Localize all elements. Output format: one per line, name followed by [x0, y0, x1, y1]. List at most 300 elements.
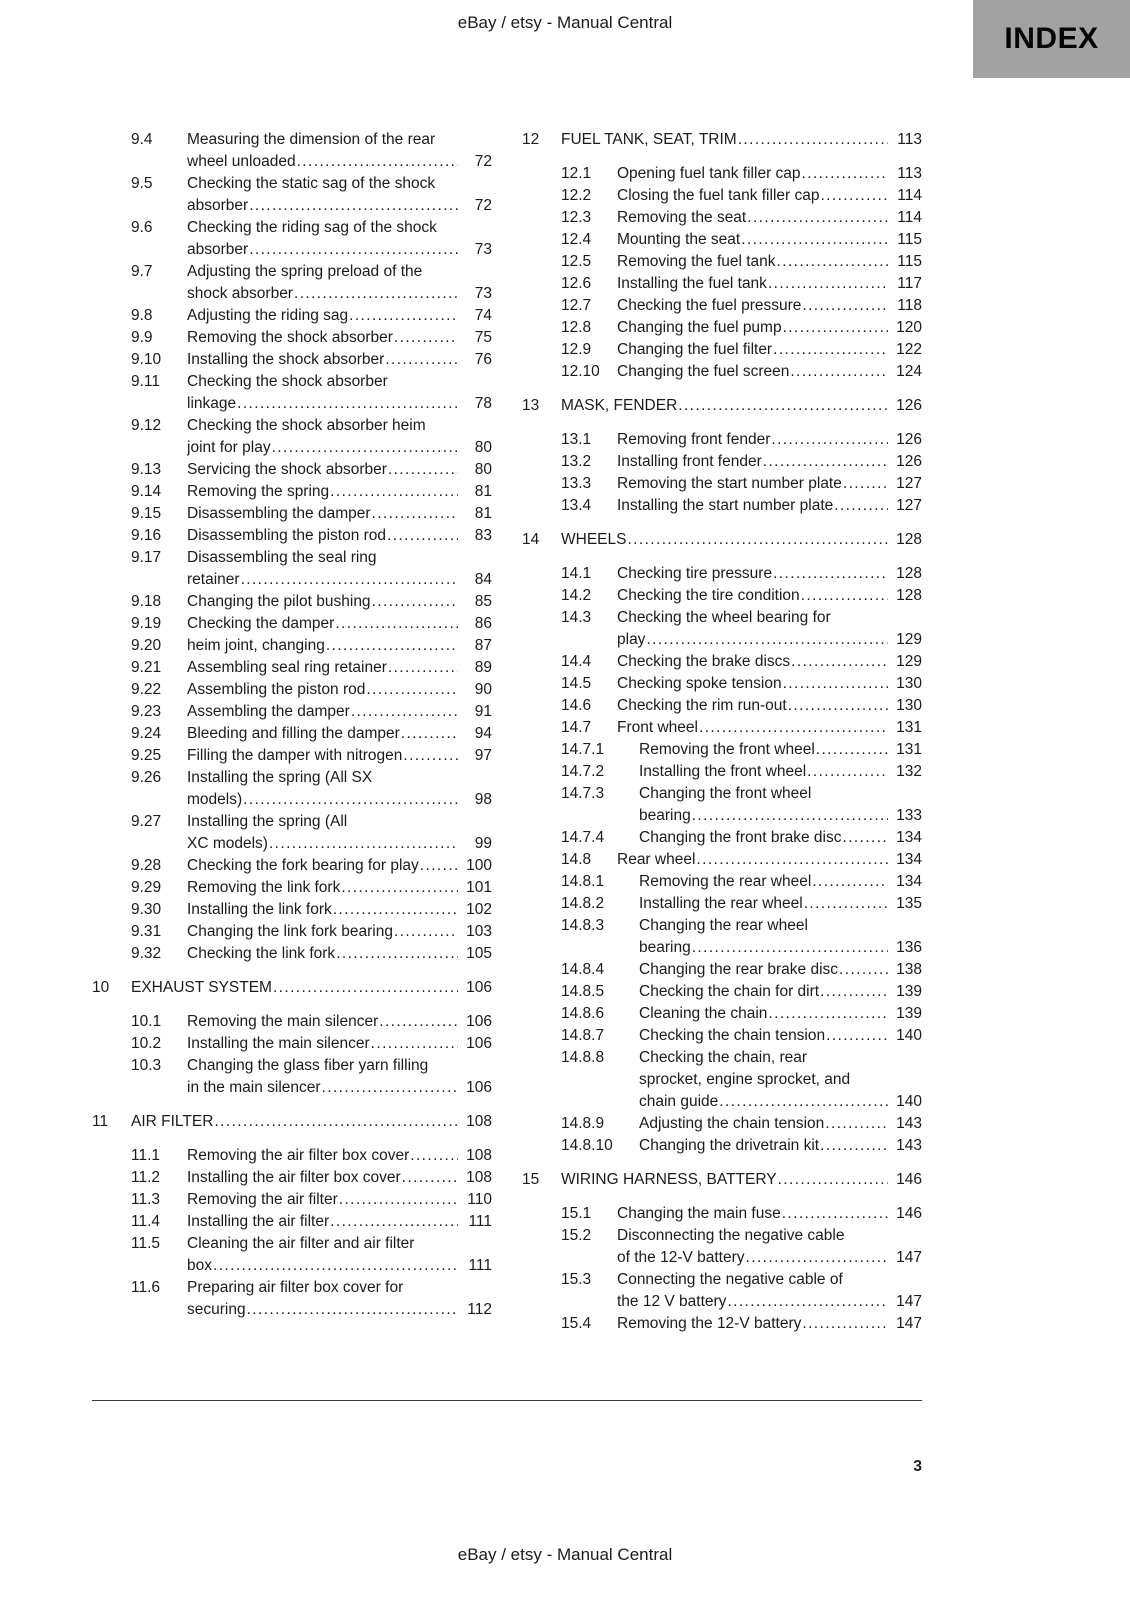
dot-leader: [691, 937, 888, 959]
toc-entry: [522, 273, 922, 295]
toc-title-text: Installing the spring (All: [187, 813, 348, 830]
dot-leader: [677, 395, 888, 417]
toc-title-text: bearing: [639, 807, 691, 824]
toc-title-text: Removing the shock absorber: [187, 329, 393, 346]
toc-title-line: [639, 739, 888, 761]
toc-title-text: Rear wheel: [617, 851, 696, 868]
toc-entry-title: [187, 701, 458, 723]
toc-entry-title: [639, 827, 888, 849]
toc-entry-title: [187, 415, 458, 459]
toc-entry-page: 84: [474, 571, 492, 588]
toc-entry-title: [187, 811, 458, 855]
toc-title-line: [617, 629, 888, 651]
toc-title-line: [187, 283, 458, 305]
toc-entry-number: 11.1: [131, 1147, 161, 1164]
toc-entry-title: [639, 783, 888, 827]
dot-leader: [841, 827, 888, 849]
toc-entry-number: 9.30: [131, 901, 162, 918]
toc-entry-title: [617, 1225, 888, 1269]
toc-entry: [92, 1011, 492, 1033]
toc-title-text: Bleeding and filling the damper: [187, 725, 400, 742]
dot-leader: [365, 679, 458, 701]
toc-entry: [522, 1269, 922, 1313]
toc-entry: [522, 563, 922, 585]
dot-leader: [781, 1203, 888, 1225]
toc-entry-page: 78: [474, 395, 492, 412]
toc-title-line: [187, 217, 458, 239]
toc-title-text: Installing the front wheel: [639, 763, 807, 780]
toc-entry: [92, 811, 492, 855]
toc-entry-page: 103: [466, 923, 492, 940]
toc-entry-number: 14.7.3: [561, 785, 605, 802]
toc-title-text: Checking spoke tension: [617, 675, 782, 692]
toc-entry-page: 117: [897, 275, 922, 292]
toc-entry-number: 14.2: [561, 587, 592, 604]
toc-entry: [92, 415, 492, 459]
toc-entry-title: [617, 339, 888, 361]
dot-leader: [772, 339, 888, 361]
toc-title-text: Checking the chain, rear: [639, 1049, 808, 1066]
toc-entry-number: 9.32: [131, 945, 162, 962]
toc-entry-page: 126: [896, 453, 922, 470]
toc-entry: [522, 607, 922, 651]
dot-leader: [698, 717, 888, 739]
toc-title-text: Installing the air filter: [187, 1213, 330, 1230]
toc-entry-number: 9.16: [131, 527, 162, 544]
toc-entry: [522, 739, 922, 761]
toc-entry-number: 14.8.4: [561, 961, 605, 978]
toc-entry-number: 11.3: [131, 1191, 161, 1208]
toc-entry-title: [617, 451, 888, 473]
toc-entry-page: 89: [474, 659, 492, 676]
toc-entry-page: 90: [474, 681, 492, 698]
toc-title-text: retainer: [187, 571, 240, 588]
toc-entry-title: [617, 185, 888, 207]
toc-title-text: Changing the rear wheel: [639, 917, 808, 934]
toc-entry-title: [187, 1033, 458, 1055]
toc-entry-number: 11.5: [131, 1235, 161, 1252]
toc-entry-page: 75: [474, 329, 492, 346]
toc-entry-number: 9.17: [131, 549, 162, 566]
toc-entry-title: [187, 1011, 458, 1033]
toc-entry: [522, 295, 922, 317]
toc-title-text: Checking the riding sag of the shock: [187, 219, 437, 236]
toc-entry-number: 14.8.8: [561, 1049, 605, 1066]
toc-title-text: Checking the static sag of the shock: [187, 175, 436, 192]
toc-entry-title: [639, 981, 888, 1003]
dot-leader: [271, 437, 458, 459]
toc-entry-title: [187, 459, 458, 481]
dot-leader: [626, 529, 888, 551]
toc-entry-page: 83: [474, 527, 492, 544]
toc-entry-number: 13: [522, 397, 540, 414]
toc-title-line: [617, 849, 888, 871]
page-header-title: eBay / etsy - Manual Central: [457, 13, 673, 32]
toc-title-text: Disconnecting the negative cable: [617, 1227, 845, 1244]
toc-entry: [522, 695, 922, 717]
toc-title-text: securing: [187, 1301, 246, 1318]
dot-leader: [384, 349, 458, 371]
page-number: 3: [913, 1458, 922, 1475]
toc-entry-number: 14: [522, 531, 540, 548]
toc-entry-page: 74: [474, 307, 492, 324]
toc-entry: [92, 327, 492, 349]
toc-entry-page: 114: [897, 187, 922, 204]
toc-entry: [522, 1203, 922, 1225]
toc-title-line: [187, 591, 458, 613]
toc-entry-title: [187, 547, 458, 591]
toc-entry: [522, 1025, 922, 1047]
toc-entry-number: 9.21: [131, 659, 162, 676]
toc-entry: [522, 981, 922, 1003]
toc-title-text: MASK, FENDER: [561, 397, 678, 414]
toc-title-line: [187, 371, 458, 393]
toc-entry-number: 15.4: [561, 1315, 592, 1332]
toc-entry-title: [561, 529, 888, 551]
toc-entry-title: [639, 1025, 888, 1047]
toc-entry-number: 14.1: [561, 565, 592, 582]
toc-title-text: in the main silencer: [187, 1079, 321, 1096]
toc-title-text: Mounting the seat: [617, 231, 741, 248]
toc-title-line: [187, 129, 458, 151]
toc-entry-title: [187, 657, 458, 679]
toc-entry: [92, 1277, 492, 1321]
toc-title-text: sprocket, engine sprocket, and: [639, 1071, 851, 1088]
toc-entry-page: 108: [466, 1113, 492, 1130]
toc-entry-page: 134: [896, 873, 922, 890]
toc-entry-number: 14.7: [561, 719, 592, 736]
dot-leader: [740, 229, 888, 251]
toc-entry-number: 10.1: [131, 1013, 162, 1030]
toc-title-text: Changing the fuel screen: [617, 363, 790, 380]
toc-title-text: Removing the air filter box cover: [187, 1147, 410, 1164]
toc-title-text: Changing the link fork bearing: [187, 923, 393, 940]
footer-rule: [92, 1400, 922, 1401]
dot-leader: [348, 305, 458, 327]
toc-title-text: Checking the shock absorber: [187, 373, 388, 390]
toc-title-text: linkage: [187, 395, 237, 412]
toc-entry: [92, 1055, 492, 1099]
toc-entry-number: 9.29: [131, 879, 162, 896]
dot-leader: [772, 563, 888, 585]
toc-entry: [92, 547, 492, 591]
toc-entry-page: 113: [897, 131, 922, 148]
toc-entry-page: 86: [474, 615, 492, 632]
page-footer-title: eBay / etsy - Manual Central: [457, 1545, 673, 1564]
dot-leader: [329, 481, 458, 503]
toc-entry-page: 81: [474, 505, 492, 522]
toc-title-line: [561, 395, 888, 417]
toc-entry-page: 108: [466, 1169, 492, 1186]
toc-entry-title: [561, 129, 888, 151]
toc-entry-page: 110: [467, 1191, 492, 1208]
toc-title-text: Checking tire pressure: [617, 565, 773, 582]
toc-title-text: Changing the front wheel: [639, 785, 812, 802]
toc-title-text: Removing front fender: [617, 431, 771, 448]
toc-title-line: [187, 1211, 458, 1233]
toc-title-text: Removing the spring: [187, 483, 330, 500]
dot-leader: [787, 695, 888, 717]
toc-title-line: [617, 651, 888, 673]
toc-title-line: [617, 473, 888, 495]
toc-entry: [92, 1233, 492, 1277]
toc-title-text: Removing the link fork: [187, 879, 341, 896]
toc-title-line: [187, 679, 458, 701]
toc-entry-number: 14.8.5: [561, 983, 605, 1000]
toc-title-text: Disassembling the seal ring: [187, 549, 377, 566]
toc-entry: [92, 657, 492, 679]
toc-title-line: [617, 251, 888, 273]
toc-title-line: [617, 339, 888, 361]
dot-leader: [334, 613, 458, 635]
toc-entry: [92, 635, 492, 657]
toc-entry-page: 147: [896, 1249, 922, 1266]
toc-title-text: Assembling the damper: [187, 703, 350, 720]
toc-title-line: [617, 1203, 888, 1225]
toc-column-left: [92, 129, 492, 1335]
toc-entry-page: 112: [467, 1301, 492, 1318]
toc-entry-title: [617, 361, 888, 383]
dot-leader: [400, 723, 458, 745]
dot-leader: [370, 1033, 458, 1055]
toc-chapter-entry: [522, 129, 922, 151]
toc-title-line: [617, 1269, 888, 1291]
toc-entry-number: 11.4: [131, 1213, 161, 1230]
toc-title-line: [187, 613, 458, 635]
toc-entry-number: 9.22: [131, 681, 162, 698]
toc-title-text: Checking the wheel bearing for: [617, 609, 831, 626]
toc-entry-title: [639, 959, 888, 981]
toc-entry-title: [639, 1047, 888, 1113]
dot-leader: [762, 451, 888, 473]
dot-leader: [386, 525, 458, 547]
toc-title-text: Front wheel: [617, 719, 698, 736]
toc-entry-page: 81: [474, 483, 492, 500]
toc-entry: [522, 429, 922, 451]
toc-entry-number: 10.2: [131, 1035, 162, 1052]
toc-title-line: [187, 1233, 458, 1255]
toc-title-text: WIRING HARNESS, BATTERY: [561, 1171, 777, 1188]
toc-entry-number: 9.18: [131, 593, 162, 610]
toc-entry-title: [187, 767, 458, 811]
toc-entry-page: 147: [896, 1293, 922, 1310]
toc-title-text: Checking the fuel pressure: [617, 297, 802, 314]
toc-entry-title: [639, 761, 888, 783]
toc-entry-page: 118: [897, 297, 922, 314]
toc-entry: [522, 585, 922, 607]
toc-title-text: Checking the link fork: [187, 945, 336, 962]
toc-title-line: [187, 349, 458, 371]
toc-title-line: [187, 173, 458, 195]
toc-entry-title: [187, 503, 458, 525]
toc-entry: [92, 899, 492, 921]
toc-entry-page: 72: [474, 197, 492, 214]
dot-leader: [726, 1291, 888, 1313]
toc-title-line: [639, 783, 888, 805]
toc-entry-number: 14.7.1: [561, 741, 605, 758]
toc-title-text: Assembling seal ring retainer: [187, 659, 387, 676]
toc-entry: [92, 305, 492, 327]
dot-leader: [409, 1145, 458, 1167]
toc-title-line: [639, 1135, 888, 1157]
dot-leader: [393, 921, 458, 943]
toc-title-line: [187, 789, 458, 811]
toc-entry-page: 138: [896, 961, 922, 978]
toc-entry: [522, 473, 922, 495]
toc-title-line: [187, 1255, 458, 1277]
toc-title-text: Installing front fender: [617, 453, 762, 470]
toc-entry-page: 147: [896, 1315, 922, 1332]
toc-title-line: [617, 451, 888, 473]
toc-entry-page: 94: [474, 725, 492, 742]
toc-entry-page: 129: [896, 653, 922, 670]
dot-leader: [402, 745, 458, 767]
toc-entry-page: 146: [896, 1205, 922, 1222]
toc-entry-title: [187, 1189, 458, 1211]
dot-leader: [789, 361, 888, 383]
toc-title-line: [617, 163, 888, 185]
toc-entry-number: 9.6: [131, 219, 153, 236]
toc-title-text: Installing the air filter box cover: [187, 1169, 401, 1186]
toc-title-text: heim joint, changing: [187, 637, 325, 654]
dot-leader: [242, 789, 458, 811]
toc-title-line: [187, 767, 458, 789]
toc-title-text: Cleaning the air filter and air filter: [187, 1235, 415, 1252]
toc-title-text: Checking the tire condition: [617, 587, 800, 604]
toc-title-line: [187, 261, 458, 283]
toc-title-text: Installing the shock absorber: [187, 351, 385, 368]
toc-entry-number: 14.8.10: [561, 1137, 613, 1154]
toc-title-line: [639, 1003, 888, 1025]
toc-entry-title: [187, 921, 458, 943]
toc-entry-page: 101: [466, 879, 492, 896]
toc-entry: [522, 207, 922, 229]
toc-entry-title: [187, 1233, 458, 1277]
dot-leader: [691, 805, 888, 827]
toc-entry: [522, 915, 922, 959]
toc-entry-page: 100: [466, 857, 492, 874]
toc-title-text: Checking the shock absorber heim: [187, 417, 426, 434]
toc-entry-page: 139: [896, 1005, 922, 1022]
toc-entry-page: 124: [896, 363, 922, 380]
toc-entry-title: [187, 1211, 458, 1233]
toc-title-text: Connecting the negative cable of: [617, 1271, 843, 1288]
dot-leader: [371, 591, 458, 613]
dot-leader: [332, 899, 458, 921]
toc-entry: [92, 701, 492, 723]
toc-entry-number: 12.4: [561, 231, 592, 248]
toc-title-text: AIR FILTER: [131, 1113, 214, 1130]
toc-entry: [522, 673, 922, 695]
toc-title-line: [187, 327, 458, 349]
toc-entry-title: [187, 173, 458, 217]
toc-entry-number: 10: [92, 979, 110, 996]
toc-entry-title: [639, 871, 888, 893]
toc-entry-title: [639, 1003, 888, 1025]
toc-title-line: [639, 959, 888, 981]
toc-entry-number: 9.25: [131, 747, 162, 764]
toc-title-line: [187, 899, 458, 921]
dot-leader: [767, 273, 888, 295]
dot-leader: [335, 943, 458, 965]
toc-entry-number: 14.7.4: [561, 829, 605, 846]
toc-title-text: Removing the rear wheel: [639, 873, 812, 890]
toc-entry-page: 134: [896, 829, 922, 846]
toc-entry-title: [187, 723, 458, 745]
toc-entry-number: 14.5: [561, 675, 592, 692]
toc-title-text: Closing the fuel tank filler cap: [617, 187, 820, 204]
toc-title-text: XC models): [187, 835, 268, 852]
toc-entry-title: [617, 495, 888, 517]
toc-entry: [92, 943, 492, 965]
toc-title-line: [639, 1047, 888, 1069]
toc-title-line: [617, 495, 888, 517]
toc-entry-title: [187, 1145, 458, 1167]
toc-entry: [92, 371, 492, 415]
toc-entry: [522, 229, 922, 251]
toc-title-line: [187, 437, 458, 459]
toc-title-text: Removing the main silencer: [187, 1013, 379, 1030]
toc-title-line: [561, 529, 888, 551]
toc-entry: [92, 921, 492, 943]
toc-entry: [92, 1211, 492, 1233]
toc-chapter-entry: [92, 977, 492, 999]
toc-title-line: [617, 717, 888, 739]
toc-entry-title: [131, 977, 458, 999]
toc-entry-page: 106: [466, 1079, 492, 1096]
toc-entry-title: [187, 129, 458, 173]
toc-entry-title: [187, 877, 458, 899]
toc-entry: [522, 1135, 922, 1157]
toc-entry: [92, 855, 492, 877]
toc-entry: [522, 451, 922, 473]
toc-entry-number: 9.27: [131, 813, 162, 830]
toc-entry-page: 76: [474, 351, 492, 368]
toc-entry-page: 122: [896, 341, 922, 358]
toc-entry-number: 10.3: [131, 1057, 162, 1074]
toc-entry-page: 127: [896, 497, 922, 514]
toc-entry-page: 135: [896, 895, 922, 912]
toc-entry-page: 128: [896, 565, 922, 582]
toc-entry: [522, 361, 922, 383]
toc-title-text: absorber: [187, 241, 249, 258]
toc-entry: [92, 723, 492, 745]
toc-title-text: Changing the drivetrain kit: [639, 1137, 820, 1154]
toc-entry: [92, 481, 492, 503]
dot-leader: [246, 1299, 458, 1321]
dot-leader: [825, 1025, 888, 1047]
toc-entry-page: 72: [474, 153, 492, 170]
toc-title-text: Removing the front wheel: [639, 741, 815, 758]
dot-leader: [815, 739, 888, 761]
toc-entry-number: 9.13: [131, 461, 162, 478]
toc-entry-page: 91: [474, 703, 492, 720]
toc-title-line: [187, 1277, 458, 1299]
index-tab-label: INDEX: [1004, 22, 1099, 55]
toc-entry-title: [617, 585, 888, 607]
toc-entry-number: 12.10: [561, 363, 600, 380]
toc-title-text: Installing the spring (All SX: [187, 769, 373, 786]
toc-entry-page: 120: [896, 319, 922, 336]
toc-entry-number: 9.11: [131, 373, 161, 390]
toc-entry-number: 9.4: [131, 131, 153, 148]
toc-title-line: [617, 273, 888, 295]
toc-entry-number: 13.4: [561, 497, 592, 514]
toc-title-text: Changing the fuel pump: [617, 319, 782, 336]
toc-entry-page: 102: [466, 901, 492, 918]
toc-entry-number: 9.10: [131, 351, 162, 368]
toc-entry: [92, 1167, 492, 1189]
